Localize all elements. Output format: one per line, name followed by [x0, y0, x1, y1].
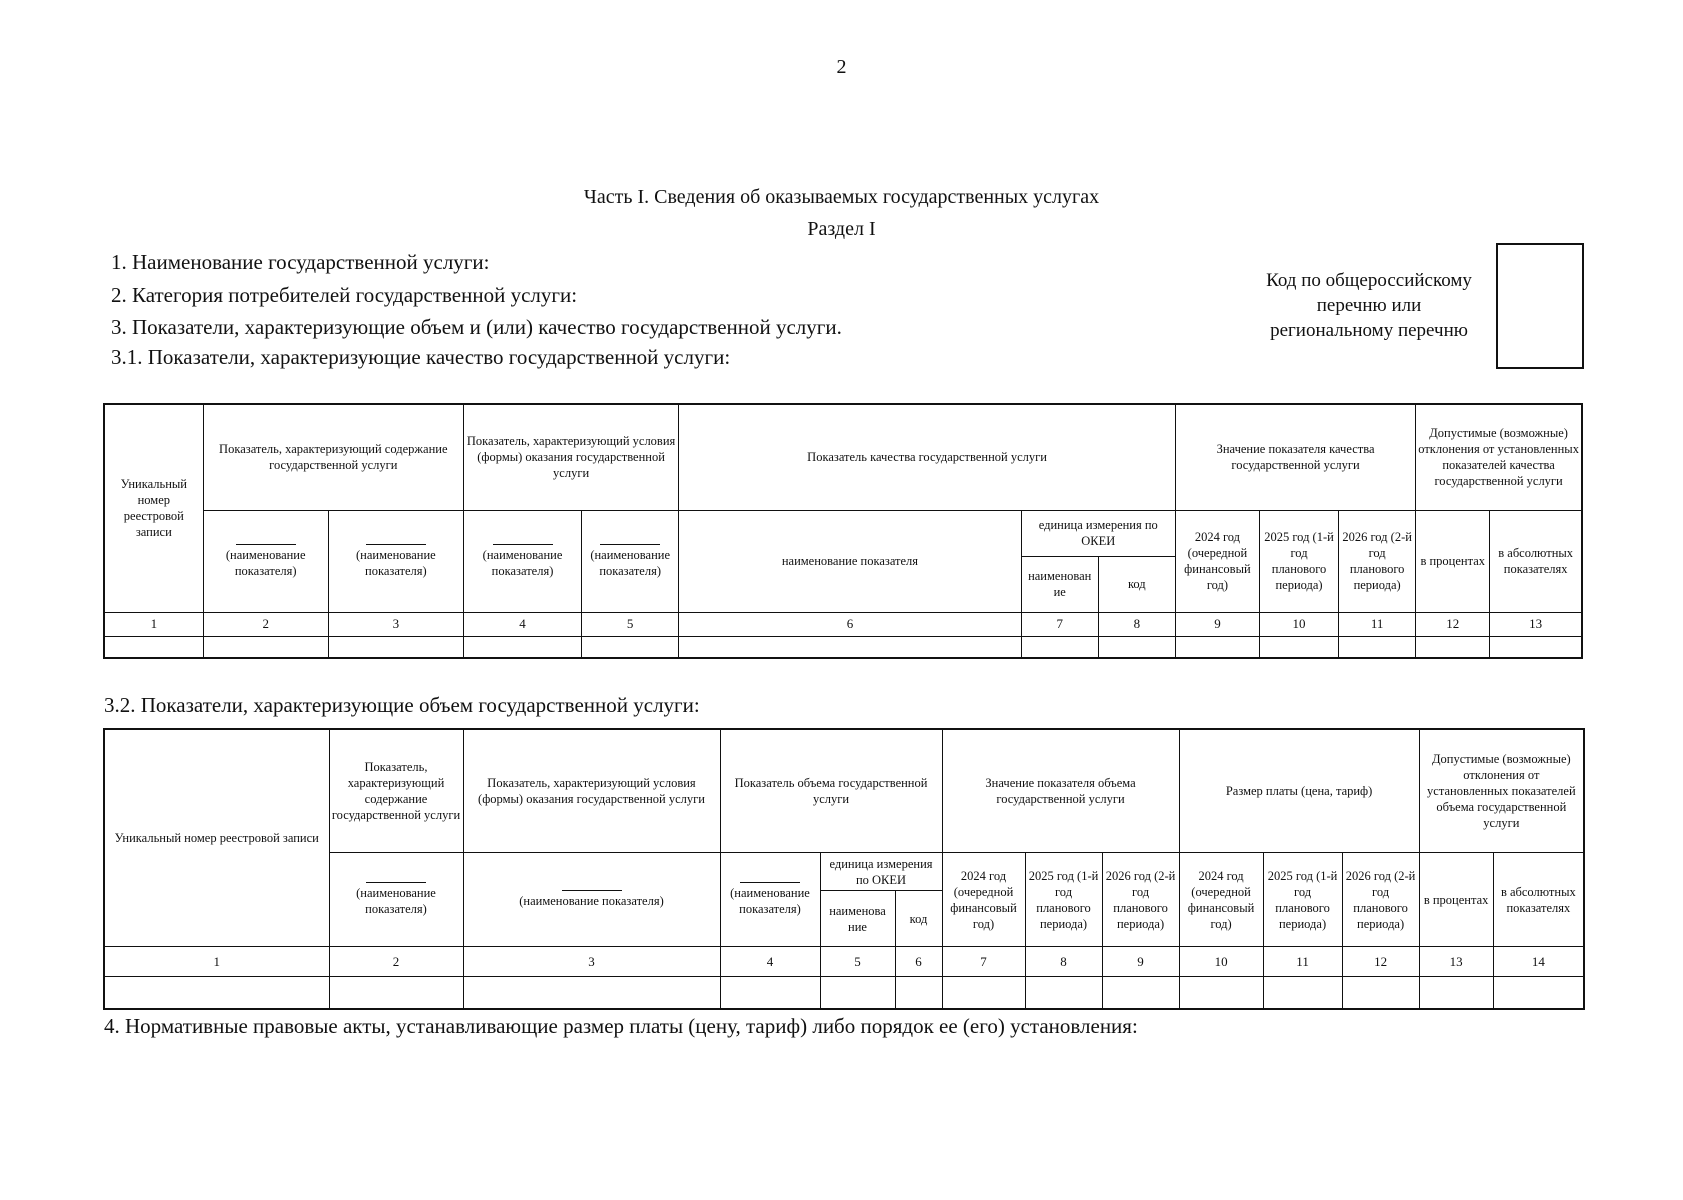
quality-okei-code: код — [1098, 556, 1175, 612]
quality-conditions-name-2: (наименование показателя) — [582, 510, 679, 612]
quality-in-percent: в процентах — [1416, 510, 1490, 612]
volume-indicator-name: (наименование показателя) — [720, 852, 820, 946]
quality-indicator-header: Показатель качества государственной услуги — [679, 404, 1176, 510]
volume-col-num: 13 — [1419, 947, 1493, 977]
quality-col-num: 3 — [328, 612, 463, 636]
volume-deviations-header: Допустимые (возможные) отклонения от установленных показателей объема государственной услуги — [1419, 729, 1584, 852]
volume-conditions-name: (наименование показателя) — [463, 852, 720, 946]
volume-cell[interactable] — [1179, 977, 1263, 1009]
volume-in-absolute: в абсолютных показателях — [1493, 852, 1584, 946]
volume-indicator-header: Показатель объема государственной услуги — [720, 729, 942, 852]
code-label-line3: региональному перечню — [1270, 320, 1468, 341]
code-label-line2: перечню или — [1316, 295, 1422, 316]
volume-col-num: 1 — [104, 947, 329, 977]
volume-okei-code: код — [895, 891, 942, 947]
volume-okei-name: наименова ние — [820, 891, 895, 947]
volume-conditions-indicator-header: Показатель, характеризующий условия (формы) оказания государственной услуги — [463, 729, 720, 852]
quality-col-num: 11 — [1339, 612, 1416, 636]
quality-col-num: 6 — [679, 612, 1021, 636]
quality-unique-number-header: Уникальный номер реестровой записи — [104, 404, 203, 612]
quality-col-num: 8 — [1098, 612, 1175, 636]
quality-okei-unit: единица измерения по ОКЕИ — [1021, 510, 1175, 556]
volume-value-year-2025: 2025 год (1-й год планового периода) — [1025, 852, 1102, 946]
quality-cell[interactable] — [1259, 636, 1338, 658]
code-box[interactable] — [1496, 243, 1584, 369]
quality-cell[interactable] — [1175, 636, 1259, 658]
volume-content-indicator-header: Показатель, характеризующий содержание государственной услуги — [329, 729, 463, 852]
volume-value-header: Значение показателя объема государственной услуги — [942, 729, 1179, 852]
volume-cell[interactable] — [942, 977, 1025, 1009]
quality-cell[interactable] — [679, 636, 1021, 658]
quality-cell[interactable] — [203, 636, 328, 658]
volume-col-num: 6 — [895, 947, 942, 977]
quality-year-2024: 2024 год (очередной финансовый год) — [1175, 510, 1259, 612]
volume-cell[interactable] — [104, 977, 329, 1009]
quality-col-num: 1 — [104, 612, 203, 636]
code-label-line1: Код по общероссийскому — [1266, 270, 1472, 291]
volume-fee-year-2026: 2026 год (2-й год планового периода) — [1342, 852, 1419, 946]
quality-cell[interactable] — [1490, 636, 1582, 658]
volume-cell[interactable] — [463, 977, 720, 1009]
quality-col-num: 4 — [463, 612, 581, 636]
volume-col-num: 12 — [1342, 947, 1419, 977]
quality-cell[interactable] — [1098, 636, 1175, 658]
quality-table — [103, 403, 1583, 659]
volume-cell[interactable] — [1025, 977, 1102, 1009]
quality-cell[interactable] — [1416, 636, 1490, 658]
quality-deviations-header: Допустимые (возможные) отклонения от установленных показателей качества государственной услуги — [1416, 404, 1582, 510]
volume-col-num: 8 — [1025, 947, 1102, 977]
quality-in-absolute: в абсолютных показателях — [1490, 510, 1582, 612]
quality-col-num: 5 — [582, 612, 679, 636]
quality-col-num: 9 — [1175, 612, 1259, 636]
quality-col-num: 13 — [1490, 612, 1582, 636]
part-title: Часть I. Сведения об оказываемых государственных услугах — [583, 186, 1100, 208]
page-number: 2 — [836, 56, 847, 78]
volume-cell[interactable] — [1493, 977, 1584, 1009]
volume-col-num: 5 — [820, 947, 895, 977]
volume-col-num: 14 — [1493, 947, 1584, 977]
volume-fee-year-2024: 2024 год (очередной финансовый год) — [1179, 852, 1263, 946]
volume-data-row — [104, 977, 1584, 1009]
quality-conditions-name-1: (наименование показателя) — [463, 510, 581, 612]
section-title: Раздел I — [807, 218, 876, 240]
volume-table — [103, 728, 1585, 1010]
volume-col-num: 10 — [1179, 947, 1263, 977]
volume-content-name: (наименование показателя) — [329, 852, 463, 946]
volume-fee-header: Размер платы (цена, тариф) — [1179, 729, 1419, 852]
volume-cell[interactable] — [1419, 977, 1493, 1009]
volume-cell[interactable] — [1342, 977, 1419, 1009]
volume-col-num: 4 — [720, 947, 820, 977]
quality-year-2026: 2026 год (2-й год планового периода) — [1339, 510, 1416, 612]
volume-cell[interactable] — [329, 977, 463, 1009]
item-indicators: 3. Показатели, характеризующие объем и (или) качество государственной услуги. — [111, 315, 842, 339]
volume-col-num: 7 — [942, 947, 1025, 977]
volume-cell[interactable] — [1263, 977, 1342, 1009]
quality-column-numbers-row — [104, 612, 1582, 636]
quality-cell[interactable] — [328, 636, 463, 658]
volume-cell[interactable] — [1102, 977, 1179, 1009]
volume-cell[interactable] — [720, 977, 820, 1009]
quality-cell[interactable] — [582, 636, 679, 658]
volume-cell[interactable] — [895, 977, 942, 1009]
quality-cell[interactable] — [104, 636, 203, 658]
volume-in-percent: в процентах — [1419, 852, 1493, 946]
volume-column-numbers-row — [104, 947, 1584, 977]
code-label — [1244, 268, 1494, 343]
quality-content-indicator-header: Показатель, характеризующий содержание государственной услуги — [203, 404, 463, 510]
volume-value-year-2026: 2026 год (2-й год планового периода) — [1102, 852, 1179, 946]
volume-value-year-2024: 2024 год (очередной финансовый год) — [942, 852, 1025, 946]
quality-data-row — [104, 636, 1582, 658]
quality-cell[interactable] — [1021, 636, 1098, 658]
quality-col-num: 7 — [1021, 612, 1098, 636]
item-consumer-category: 2. Категория потребителей государственной услуги: — [111, 283, 578, 307]
quality-conditions-indicator-header: Показатель, характеризующий условия (формы) оказания государственной услуги — [463, 404, 678, 510]
volume-unique-number-header: Уникальный номер реестровой записи — [104, 729, 329, 947]
quality-okei-name: наименован ие — [1021, 556, 1098, 612]
quality-indicator-name: наименование показателя — [679, 510, 1021, 612]
quality-col-num: 10 — [1259, 612, 1338, 636]
volume-fee-year-2025: 2025 год (1-й год планового периода) — [1263, 852, 1342, 946]
quality-year-2025: 2025 год (1-й год планового периода) — [1259, 510, 1338, 612]
volume-cell[interactable] — [820, 977, 895, 1009]
item-quality-indicators: 3.1. Показатели, характеризующие качество государственной услуги: — [111, 345, 731, 369]
item-service-name: 1. Наименование государственной услуги: — [111, 250, 490, 274]
quality-col-num: 12 — [1416, 612, 1490, 636]
volume-col-num: 2 — [329, 947, 463, 977]
quality-content-name-1: (наименование показателя) — [203, 510, 328, 612]
item-legal-acts: 4. Нормативные правовые акты, устанавливающие размер платы (цену, тариф) либо порядок ее (его) установления: — [104, 1014, 1138, 1038]
volume-col-num: 9 — [1102, 947, 1179, 977]
item-volume-indicators: 3.2. Показатели, характеризующие объем государственной услуги: — [104, 693, 700, 717]
quality-value-header: Значение показателя качества государственной услуги — [1175, 404, 1415, 510]
volume-col-num: 3 — [463, 947, 720, 977]
quality-content-name-2: (наименование показателя) — [328, 510, 463, 612]
quality-cell[interactable] — [1339, 636, 1416, 658]
quality-col-num: 2 — [203, 612, 328, 636]
quality-cell[interactable] — [463, 636, 581, 658]
volume-okei-unit: единица измерения по ОКЕИ — [820, 852, 942, 890]
volume-col-num: 11 — [1263, 947, 1342, 977]
